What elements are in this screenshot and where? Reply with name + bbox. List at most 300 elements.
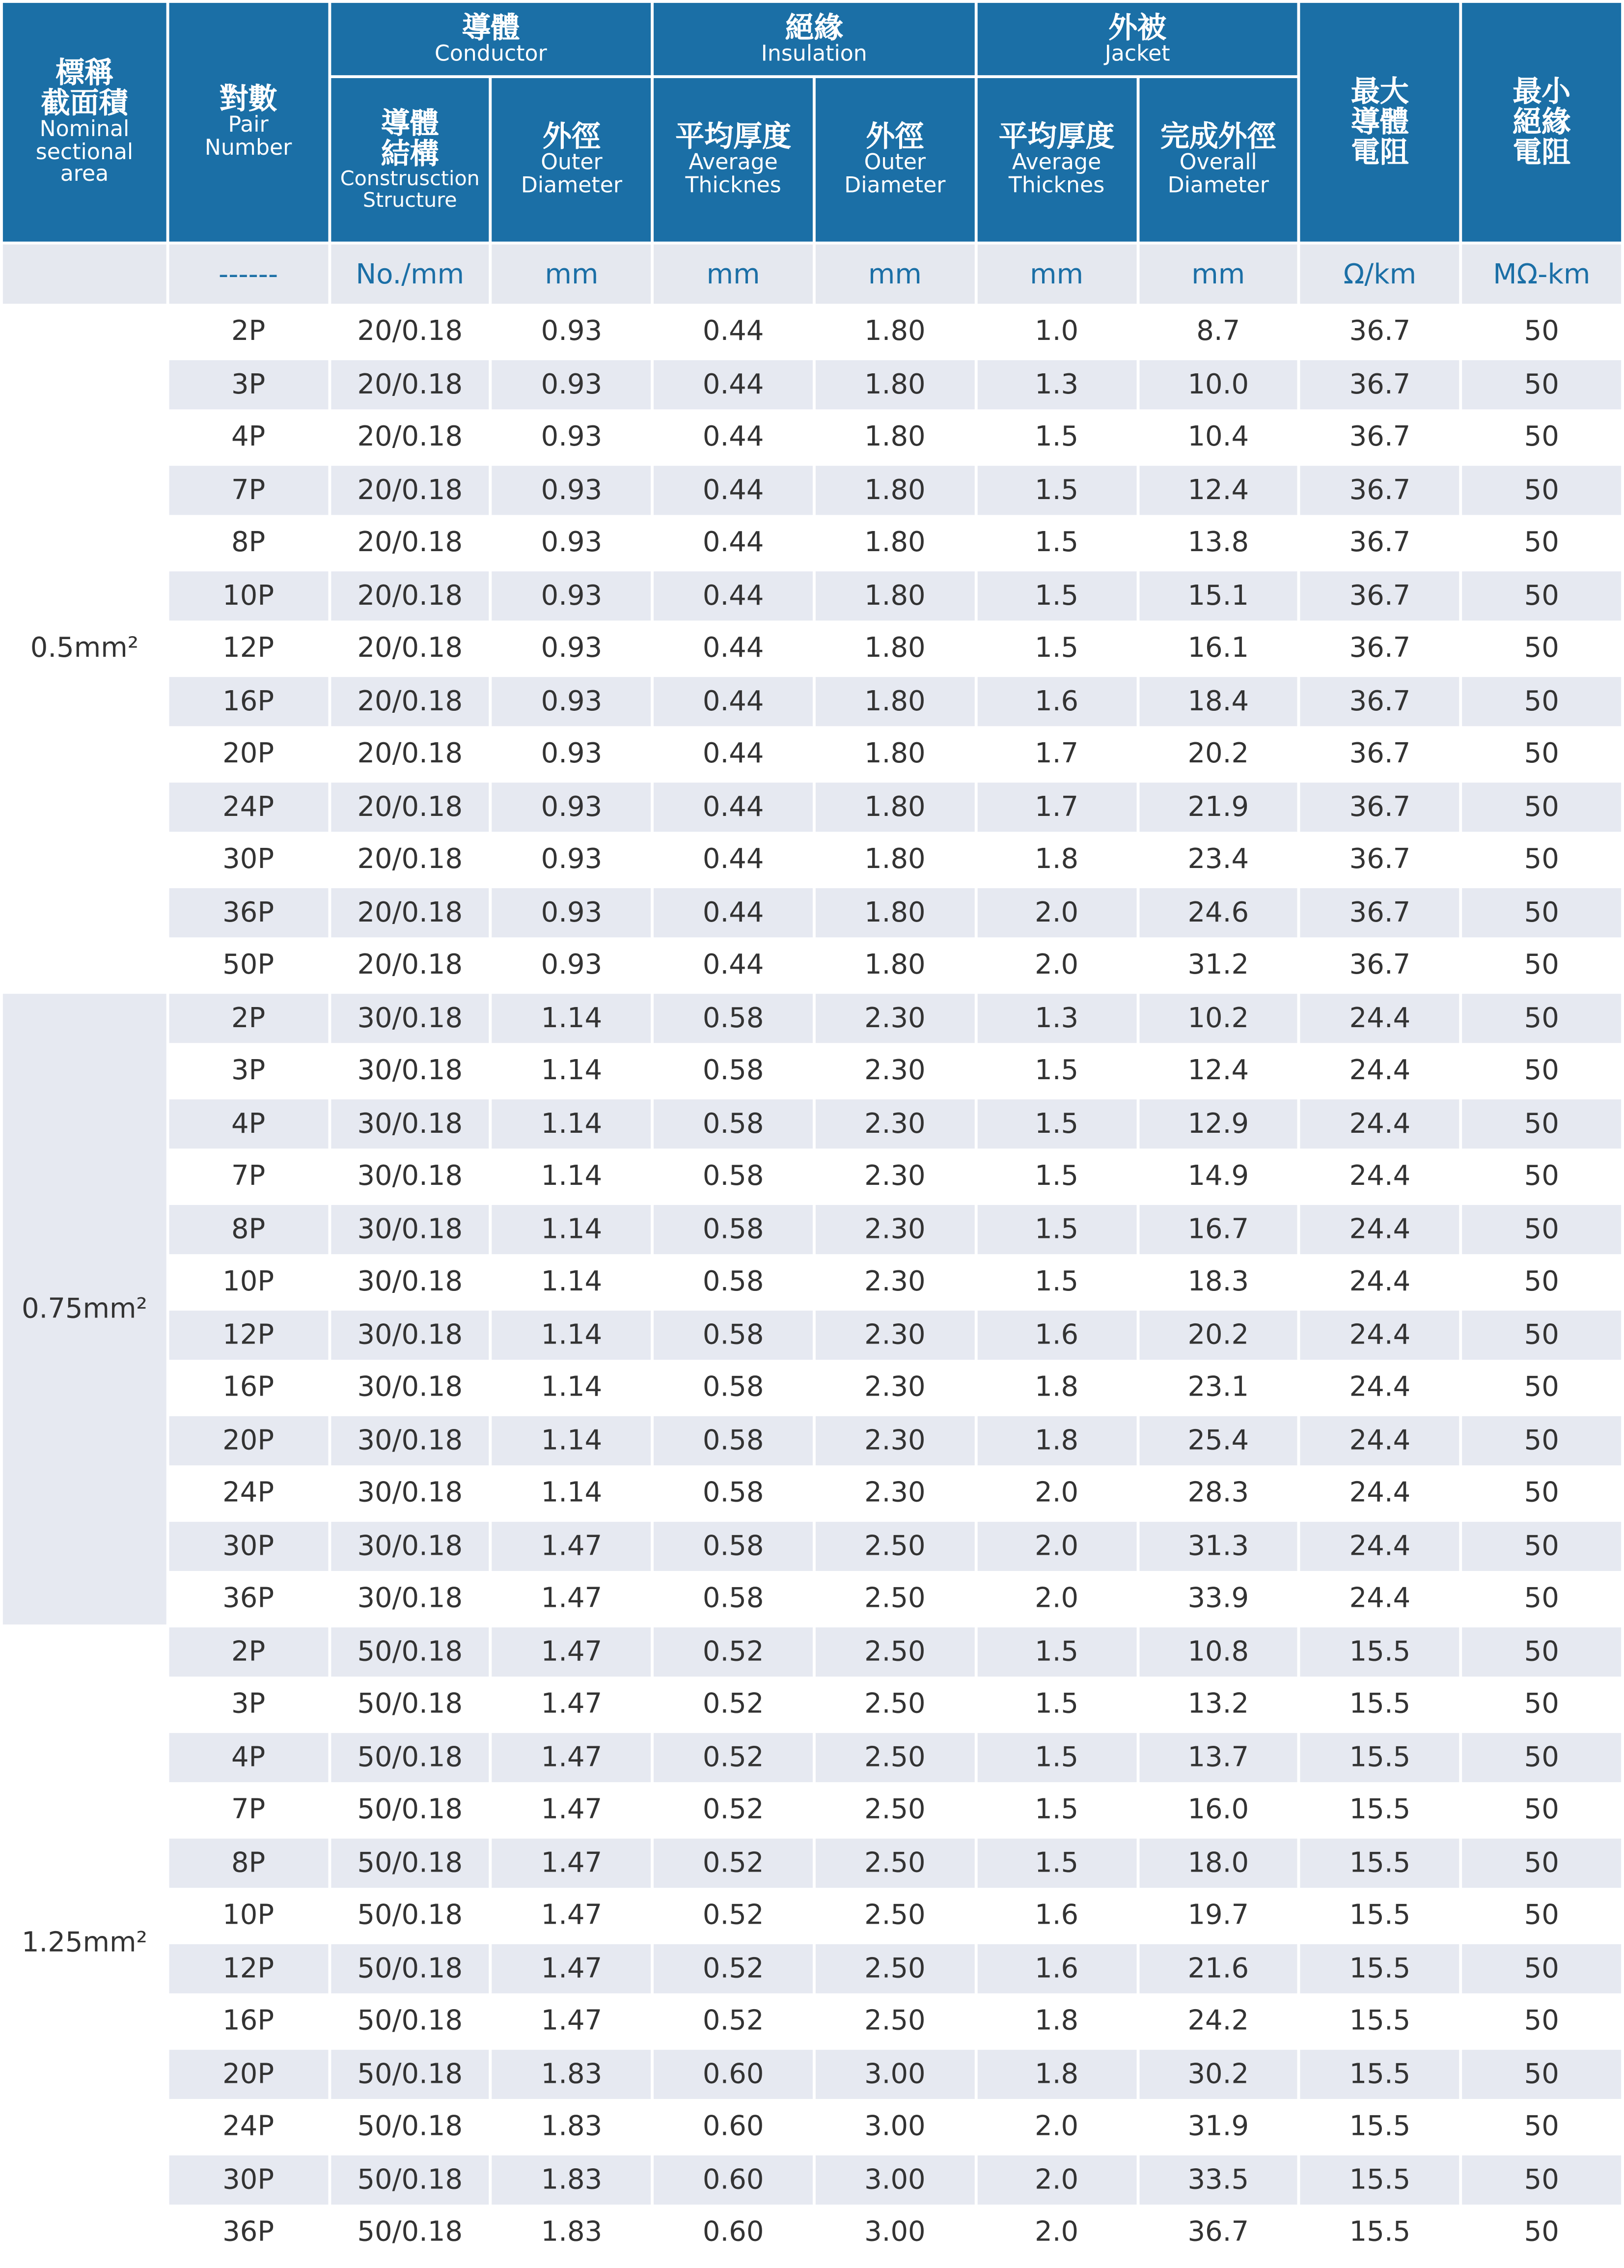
table-cell: 0.52 [654,1680,813,1730]
table-cell: 16P [169,1363,328,1413]
table-cell: 0.93 [492,782,651,832]
table-cell: 0.44 [654,676,813,727]
header-insulation-outer-diameter: 外徑 Outer Diameter [816,78,974,242]
table-cell: 20/0.18 [330,518,489,568]
table-cell: 36.7 [1300,360,1459,410]
table-cell: 24.4 [1300,1468,1459,1518]
table-cell: 20/0.18 [330,571,489,621]
table-cell: 2.0 [977,888,1136,938]
table-cell: 50/0.18 [330,1626,489,1677]
table-cell: 0.52 [654,1891,813,1941]
header-min-insulation-resistance: 最小 絕緣 電阻 [1462,3,1621,242]
table-cell: 0.93 [492,465,651,515]
table-cell: 18.0 [1139,1838,1297,1888]
table-cell: 1.5 [977,1151,1136,1202]
table-cell: 8P [169,518,328,568]
table-cell: 50 [1462,1680,1621,1730]
table-cell: 50 [1462,1363,1621,1413]
table-row [3,623,1621,673]
table-cell: 3P [169,1046,328,1096]
table-cell: 1.80 [816,676,974,727]
table-cell: 20/0.18 [330,940,489,990]
table-cell: 2.50 [816,1996,974,2046]
nominal-area-cell: 0.5mm² [3,307,166,990]
table-cell: 16P [169,676,328,727]
table-cell: 2.30 [816,1151,974,1202]
table-row [3,2155,1621,2205]
table-cell: 50 [1462,1891,1621,1941]
header-insulation: 絕緣 Insulation [654,3,975,75]
table-row [3,1521,1621,1571]
table-cell: 0.44 [654,729,813,779]
table-cell: 1.5 [977,571,1136,621]
table-cell: 2.0 [977,940,1136,990]
table-cell: 50 [1462,465,1621,515]
table-cell: 0.44 [654,518,813,568]
table-cell: 1.5 [977,1680,1136,1730]
table-cell: 50/0.18 [330,1943,489,1993]
table-cell: 12.4 [1139,465,1297,515]
table-cell: 36P [169,888,328,938]
table-cell: 15.5 [1300,1732,1459,1782]
unit-cell: mm [1139,245,1297,304]
table-cell: 1.8 [977,835,1136,885]
table-cell: 1.5 [977,1257,1136,1307]
table-cell: 1.83 [492,2102,651,2152]
table-cell: 1.8 [977,2049,1136,2099]
table-cell: 15.5 [1300,2102,1459,2152]
table-cell: 36.7 [1139,2208,1297,2258]
table-cell: 2.0 [977,1468,1136,1518]
table-cell: 2P [169,307,328,357]
table-cell: 0.58 [654,993,813,1043]
table-cell: 0.58 [654,1468,813,1518]
table-cell: 1.83 [492,2155,651,2205]
table-cell: 0.44 [654,623,813,673]
table-cell: 20/0.18 [330,729,489,779]
table-cell: 1.5 [977,1204,1136,1255]
table-cell: 1.47 [492,1574,651,1624]
table-cell: 50 [1462,1732,1621,1782]
table-cell: 50/0.18 [330,1732,489,1782]
table-cell: 2.30 [816,1257,974,1307]
table-cell: 24.4 [1300,1415,1459,1465]
table-cell: 1.3 [977,360,1136,410]
table-cell: 36.7 [1300,412,1459,462]
table-cell: 50 [1462,307,1621,357]
table-cell: 30/0.18 [330,1363,489,1413]
table-cell: 2.50 [816,1785,974,1835]
table-cell: 24.4 [1300,1574,1459,1624]
table-row [3,1046,1621,1096]
table-cell: 36.7 [1300,676,1459,727]
table-cell: 0.44 [654,307,813,357]
table-cell: 36.7 [1300,465,1459,515]
table-cell: 50 [1462,412,1621,462]
table-cell: 12P [169,1310,328,1360]
table-cell: 1.80 [816,888,974,938]
table-cell: 36P [169,1574,328,1624]
table-row [3,729,1621,779]
table-cell: 7P [169,1151,328,1202]
table-row [3,1204,1621,1255]
table-cell: 1.83 [492,2208,651,2258]
table-cell: 1.47 [492,1891,651,1941]
header-max-conductor-resistance: 最大 導體 電阻 [1300,3,1459,242]
table-cell: 50 [1462,1996,1621,2046]
table-cell: 12P [169,623,328,673]
header-jacket: 外被 Jacket [977,3,1297,75]
table-cell: 50 [1462,1574,1621,1624]
table-cell: 3.00 [816,2102,974,2152]
table-cell: 1.80 [816,729,974,779]
table-cell: 50 [1462,993,1621,1043]
table-cell: 1.14 [492,993,651,1043]
table-cell: 24.4 [1300,1151,1459,1202]
table-cell: 15.5 [1300,2208,1459,2258]
table-cell: 1.80 [816,465,974,515]
unit-cell: mm [654,245,813,304]
table-cell: 16.7 [1139,1204,1297,1255]
table-cell: 31.2 [1139,940,1297,990]
table-row [3,1891,1621,1941]
table-cell: 20P [169,1415,328,1465]
table-cell: 2.0 [977,2208,1136,2258]
table-cell: 20.2 [1139,729,1297,779]
table-cell: 10.0 [1139,360,1297,410]
table-cell: 1.14 [492,1257,651,1307]
table-row [3,1415,1621,1465]
table-row [3,518,1621,568]
table-cell: 36.7 [1300,729,1459,779]
table-cell: 1.6 [977,676,1136,727]
table-cell: 2.50 [816,1574,974,1624]
table-cell: 10.8 [1139,1626,1297,1677]
table-body [3,245,1621,2258]
nominal-area-cell: 1.25mm² [3,1626,166,2257]
table-cell: 20/0.18 [330,360,489,410]
table-cell: 24P [169,2102,328,2152]
table-cell: 1.47 [492,1943,651,1993]
header-jacket-avg-thickness: 平均厚度 Average Thicknes [977,78,1136,242]
table-cell: 1.14 [492,1046,651,1096]
header-jacket-overall-diameter: 完成外徑 Overall Diameter [1139,78,1297,242]
table-cell: 50 [1462,2049,1621,2099]
table-cell: 30/0.18 [330,1521,489,1571]
table-cell: 24.4 [1300,1204,1459,1255]
table-cell: 2.30 [816,1204,974,1255]
table-cell: 18.4 [1139,676,1297,727]
table-cell: 13.7 [1139,1732,1297,1782]
table-cell: 1.0 [977,307,1136,357]
table-row [3,1257,1621,1307]
table-cell: 20/0.18 [330,307,489,357]
table-cell: 1.47 [492,1785,651,1835]
table-cell: 15.5 [1300,1996,1459,2046]
unit-cell: ------ [169,245,328,304]
table-cell: 1.8 [977,1363,1136,1413]
table-cell: 0.93 [492,571,651,621]
table-cell: 0.58 [654,1574,813,1624]
table-cell: 1.80 [816,623,974,673]
table-cell: 2.0 [977,1521,1136,1571]
table-cell: 50/0.18 [330,2102,489,2152]
table-row [3,1680,1621,1730]
table-cell: 0.60 [654,2208,813,2258]
table-cell: 16.1 [1139,623,1297,673]
table-cell: 2.50 [816,1838,974,1888]
table-cell: 20P [169,729,328,779]
table-cell: 1.7 [977,782,1136,832]
table-cell: 20/0.18 [330,465,489,515]
table-cell: 1.6 [977,1943,1136,1993]
table-cell: 2.30 [816,993,974,1043]
table-cell: 36.7 [1300,940,1459,990]
table-cell: 0.60 [654,2049,813,2099]
header-construction-structure: 導體 結構 Construsction Structure [330,78,489,242]
table-cell: 50 [1462,2155,1621,2205]
table-cell: 1.8 [977,1996,1136,2046]
table-cell: 1.5 [977,1785,1136,1835]
table-row [3,1996,1621,2046]
unit-cell: mm [816,245,974,304]
table-row [3,1099,1621,1149]
table-cell: 0.93 [492,729,651,779]
table-cell: 2.0 [977,2102,1136,2152]
table-cell: 50 [1462,1257,1621,1307]
table-cell: 0.52 [654,1626,813,1677]
table-row [3,1785,1621,1835]
table-cell: 23.1 [1139,1363,1297,1413]
table-cell: 0.44 [654,360,813,410]
table-cell: 1.8 [977,1415,1136,1465]
table-cell: 16.0 [1139,1785,1297,1835]
table-cell: 0.44 [654,465,813,515]
unit-cell: mm [977,245,1136,304]
table-cell: 1.80 [816,782,974,832]
table-cell: 7P [169,1785,328,1835]
table-cell: 25.4 [1139,1415,1297,1465]
table-cell: 0.58 [654,1151,813,1202]
table-cell: 30P [169,835,328,885]
table-cell: 36.7 [1300,888,1459,938]
table-cell: 0.44 [654,571,813,621]
table-cell: 2.30 [816,1099,974,1149]
table-cell: 2.50 [816,1732,974,1782]
table-cell: 24.4 [1300,1310,1459,1360]
table-cell: 24.4 [1300,993,1459,1043]
table-cell: 20P [169,2049,328,2099]
table-row [3,1363,1621,1413]
table-cell: 0.44 [654,412,813,462]
table-cell: 8P [169,1838,328,1888]
table-cell: 0.52 [654,1732,813,1782]
table-row [3,676,1621,727]
table-cell: 20/0.18 [330,412,489,462]
table-row [3,993,1621,1043]
table-cell: 23.4 [1139,835,1297,885]
table-row [3,571,1621,621]
table-cell: 0.52 [654,1996,813,2046]
table-cell: 1.7 [977,729,1136,779]
table-cell: 30/0.18 [330,1415,489,1465]
table-cell: 13.8 [1139,518,1297,568]
table-cell: 50 [1462,518,1621,568]
table-cell: 1.14 [492,1099,651,1149]
table-cell: 3P [169,360,328,410]
table-cell: 2.30 [816,1415,974,1465]
table-cell: 50 [1462,1415,1621,1465]
table-cell: 31.9 [1139,2102,1297,2152]
table-cell: 15.1 [1139,571,1297,621]
table-cell: 50 [1462,1046,1621,1096]
table-row [3,360,1621,410]
table-cell: 15.5 [1300,1891,1459,1941]
table-cell: 30/0.18 [330,1468,489,1518]
table-cell: 1.47 [492,1996,651,2046]
table-cell: 0.93 [492,412,651,462]
table-cell: 30/0.18 [330,1151,489,1202]
table-cell: 24P [169,1468,328,1518]
unit-cell: MΩ-km [1462,245,1621,304]
table-row [3,1943,1621,1993]
table-cell: 50/0.18 [330,1996,489,2046]
table-cell: 24.6 [1139,888,1297,938]
table-cell: 20/0.18 [330,782,489,832]
table-cell: 0.58 [654,1046,813,1096]
table-row [3,412,1621,462]
table-cell: 1.80 [816,940,974,990]
table-cell: 50 [1462,940,1621,990]
table-cell: 1.5 [977,412,1136,462]
table-cell: 50 [1462,2102,1621,2152]
table-cell: 33.5 [1139,2155,1297,2205]
table-row [3,1838,1621,1888]
table-cell: 0.58 [654,1415,813,1465]
table-cell: 50 [1462,676,1621,727]
table-cell: 12P [169,1943,328,1993]
table-cell: 12.4 [1139,1046,1297,1096]
table-cell: 3.00 [816,2208,974,2258]
table-cell: 1.80 [816,412,974,462]
table-cell: 13.2 [1139,1680,1297,1730]
table-cell: 50 [1462,835,1621,885]
table-row [3,1626,1621,1677]
table-cell: 1.80 [816,835,974,885]
table-cell: 1.5 [977,518,1136,568]
table-cell: 1.47 [492,1732,651,1782]
table-cell: 15.5 [1300,1838,1459,1888]
table-cell: 24.4 [1300,1046,1459,1096]
table-cell: 24.4 [1300,1257,1459,1307]
table-row [3,835,1621,885]
table-cell: 50/0.18 [330,1785,489,1835]
table-cell: 0.44 [654,888,813,938]
table-cell: 2P [169,993,328,1043]
table-cell: 0.44 [654,835,813,885]
table-cell: 50/0.18 [330,2155,489,2205]
table-cell: 0.60 [654,2155,813,2205]
table-cell: 50 [1462,1626,1621,1677]
table-cell: 50 [1462,360,1621,410]
table-cell: 10P [169,1257,328,1307]
table-cell: 50/0.18 [330,1680,489,1730]
table-cell: 10.2 [1139,993,1297,1043]
table-cell: 50 [1462,1943,1621,1993]
table-cell: 24.2 [1139,1996,1297,2046]
table-cell: 1.5 [977,1838,1136,1888]
table-cell: 36.7 [1300,835,1459,885]
table-cell: 50/0.18 [330,1891,489,1941]
table-cell: 15.5 [1300,1680,1459,1730]
table-cell: 1.80 [816,571,974,621]
table-cell: 2.50 [816,1626,974,1677]
table-cell: 30P [169,2155,328,2205]
table-cell: 2.50 [816,1521,974,1571]
table-cell: 14.9 [1139,1151,1297,1202]
units-row [3,245,1621,304]
table-cell: 30/0.18 [330,1257,489,1307]
table-cell: 20/0.18 [330,676,489,727]
table-cell: 50 [1462,782,1621,832]
table-cell: 30P [169,1521,328,1571]
table-cell: 50 [1462,1521,1621,1571]
table-cell: 50 [1462,1468,1621,1518]
table-cell: 0.93 [492,307,651,357]
table-cell: 30/0.18 [330,993,489,1043]
table-cell: 1.5 [977,1626,1136,1677]
table-cell: 50 [1462,1204,1621,1255]
table-cell: 30/0.18 [330,1099,489,1149]
table-row [3,2049,1621,2099]
table-cell: 0.93 [492,835,651,885]
table-cell: 1.5 [977,1732,1136,1782]
table-cell: 3.00 [816,2049,974,2099]
table-cell: 20.2 [1139,1310,1297,1360]
table-cell: 19.7 [1139,1891,1297,1941]
table-cell: 36.7 [1300,307,1459,357]
header-nominal-area: 標稱 截面積 Nominal sectional area [3,3,166,242]
unit-cell: No./mm [330,245,489,304]
table-cell: 0.93 [492,518,651,568]
table-row [3,782,1621,832]
table-cell: 50/0.18 [330,2049,489,2099]
table-cell: 10P [169,571,328,621]
table-cell: 50 [1462,2208,1621,2258]
table-cell: 1.6 [977,1310,1136,1360]
table-cell: 15.5 [1300,2155,1459,2205]
table-cell: 15.5 [1300,1943,1459,1993]
table-cell: 21.9 [1139,782,1297,832]
table-cell: 1.80 [816,518,974,568]
table-cell: 4P [169,1099,328,1149]
table-cell: 1.14 [492,1468,651,1518]
table-cell: 20/0.18 [330,888,489,938]
table-cell: 21.6 [1139,1943,1297,1993]
table-cell: 30/0.18 [330,1204,489,1255]
table-cell: 24.4 [1300,1521,1459,1571]
table-cell: 36.7 [1300,782,1459,832]
table-cell: 0.58 [654,1099,813,1149]
table-cell: 2P [169,1626,328,1677]
table-cell: 1.14 [492,1415,651,1465]
table-cell: 1.5 [977,1046,1136,1096]
table-cell: 50 [1462,571,1621,621]
table-cell: 1.80 [816,360,974,410]
table-cell: 2.50 [816,1891,974,1941]
table-row [3,1732,1621,1782]
table-cell: 1.14 [492,1204,651,1255]
